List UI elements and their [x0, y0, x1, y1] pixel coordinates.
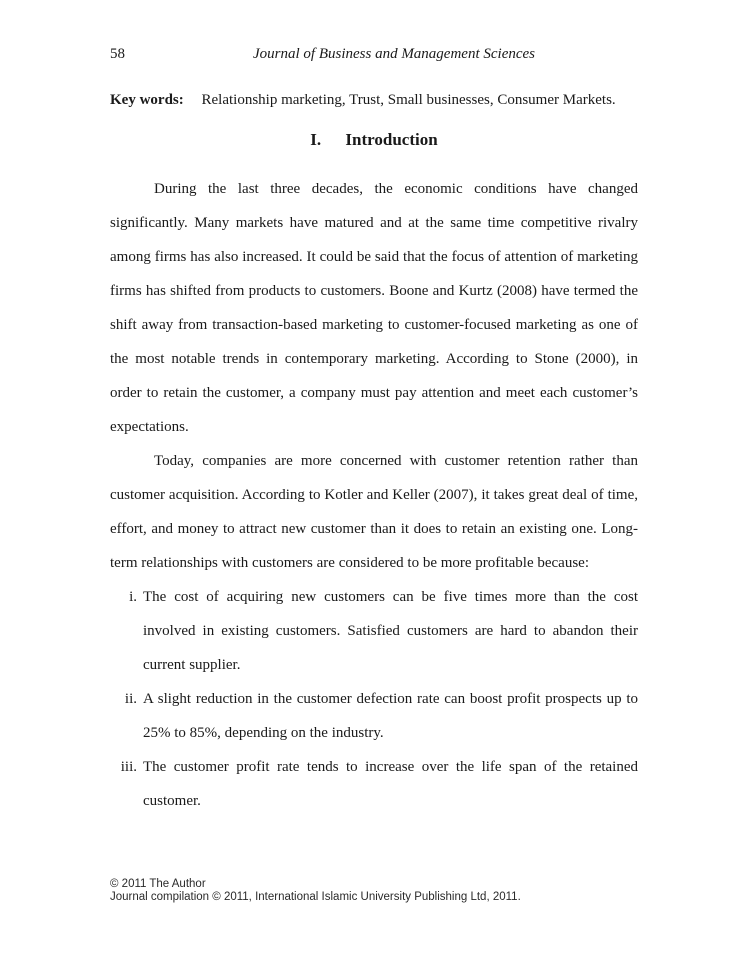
section-heading [0, 129, 748, 151]
keywords-label: Key words: [110, 92, 184, 108]
reasons-list [110, 580, 638, 818]
page-number: 58 [110, 46, 125, 62]
compilation-line: Journal compilation © 2011, International Islamic University Publishing Ltd, 2011. [110, 891, 521, 903]
list-marker: ii. [124, 691, 137, 707]
list-marker: iii. [120, 759, 137, 775]
list-item-text: The customer profit rate tends to increase over the life span of the retained customer. [143, 759, 638, 809]
keywords-line [110, 90, 648, 110]
list-item [110, 580, 638, 682]
paragraph: During the last three decades, the economic conditions have changed significantly. Many markets have matured and at the same time competitive rivalry among firms has also increased. It could be said that the focus of attention of marketing firms has shifted from products to customers. Boone and Kurtz (2008) have termed the shift away from transaction-based marketing to customer-focused marketing as one of the most notable trends in contemporary marketing. According to Stone (2000), in order to retain the customer, a company must pay attention and meet each customer’s expectations. [110, 181, 638, 435]
list-item-text: A slight reduction in the customer defection rate can boost profit prospects up to 25% to 85%, depending on the industry. [143, 691, 638, 741]
page-footer [110, 878, 648, 904]
section-title: Introduction [345, 130, 438, 149]
list-item [110, 682, 638, 750]
list-marker: i. [129, 589, 137, 605]
body-text [110, 172, 638, 818]
paragraph: Today, companies are more concerned with customer retention rather than customer acquisition. According to Kotler and Keller (2007), it takes great deal of time, effort, and money to attract new customer than it does to retain an existing one. Long-term relationships with customers are considered to be more profitable because: [110, 453, 638, 571]
copyright-line: © 2011 The Author [110, 878, 206, 890]
keywords-text: Relationship marketing, Trust, Small businesses, Consumer Markets. [201, 92, 616, 108]
list-item [110, 750, 638, 818]
running-head [110, 44, 638, 64]
section-number: I. [310, 130, 322, 149]
list-item-text: The cost of acquiring new customers can be five times more than the cost involved in existing customers. Satisfied customers are hard to abandon their current supplier. [143, 589, 638, 673]
journal-title: Journal of Business and Management Sciences [252, 46, 536, 62]
